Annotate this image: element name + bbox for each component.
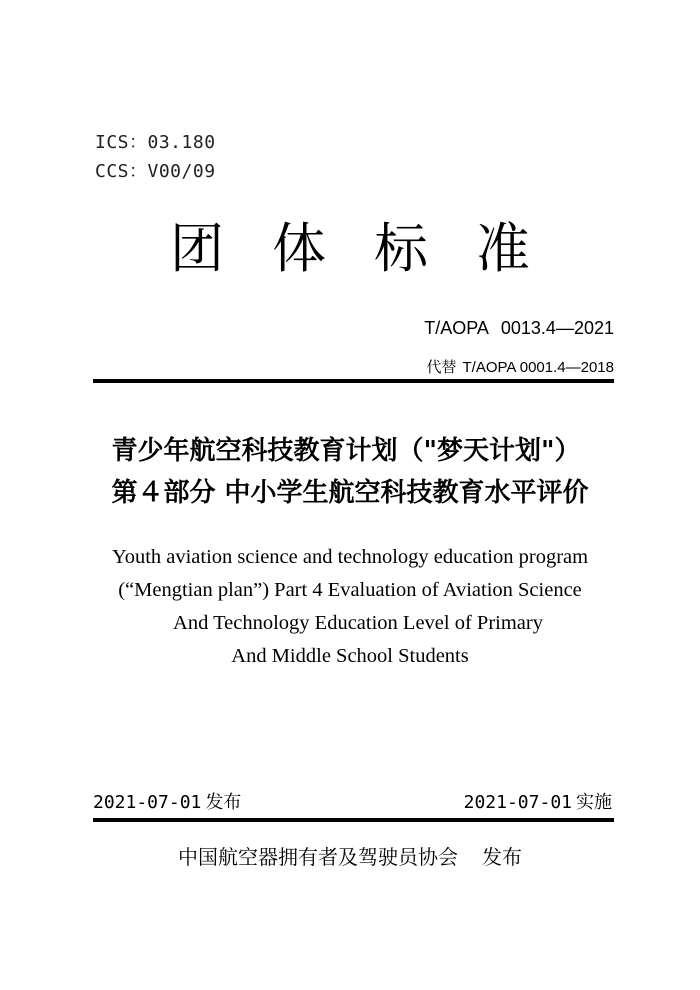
footer-divider bbox=[93, 818, 614, 822]
replaces-code: T/AOPA 0001.4—2018 bbox=[462, 359, 614, 376]
publish-date-value: 2021-07-01 bbox=[93, 792, 202, 813]
replaces-label: 代替 bbox=[426, 358, 457, 376]
chinese-title-line-1: 青少年航空科技教育计划（"梦天计划"） bbox=[111, 436, 581, 466]
header-divider bbox=[93, 379, 614, 383]
standard-number: T/AOPA 0013.4—2021 bbox=[424, 318, 614, 338]
ics-code: ICS：03.180 bbox=[95, 132, 216, 153]
document-type-heading: 团体标准 bbox=[170, 217, 578, 280]
ccs-code: CCS：V00/09 bbox=[95, 161, 216, 182]
implement-date bbox=[464, 788, 612, 814]
english-title-line-3: And Technology Education Level of Primary bbox=[173, 612, 543, 634]
publish-date-label: 发布 bbox=[205, 792, 242, 813]
publish-date bbox=[93, 788, 241, 814]
replaces-standard bbox=[426, 356, 614, 377]
implement-date-label: 实施 bbox=[576, 792, 612, 813]
english-title-line-1: Youth aviation science and technology education program bbox=[111, 546, 589, 568]
publisher-label: 发布 bbox=[482, 845, 522, 869]
chinese-title-line-2: 第４部分 中小学生航空科技教育水平评价 bbox=[111, 478, 589, 508]
english-title-line-2: (“Mengtian plan”) Part 4 Evaluation of Aviation Science bbox=[118, 579, 582, 601]
publisher-name: 中国航空器拥有者及驾驶员协会 bbox=[178, 845, 458, 869]
english-title-line-4: And Middle School Students bbox=[231, 645, 469, 667]
publisher-line bbox=[0, 841, 700, 870]
implement-date-value: 2021-07-01 bbox=[463, 792, 572, 813]
